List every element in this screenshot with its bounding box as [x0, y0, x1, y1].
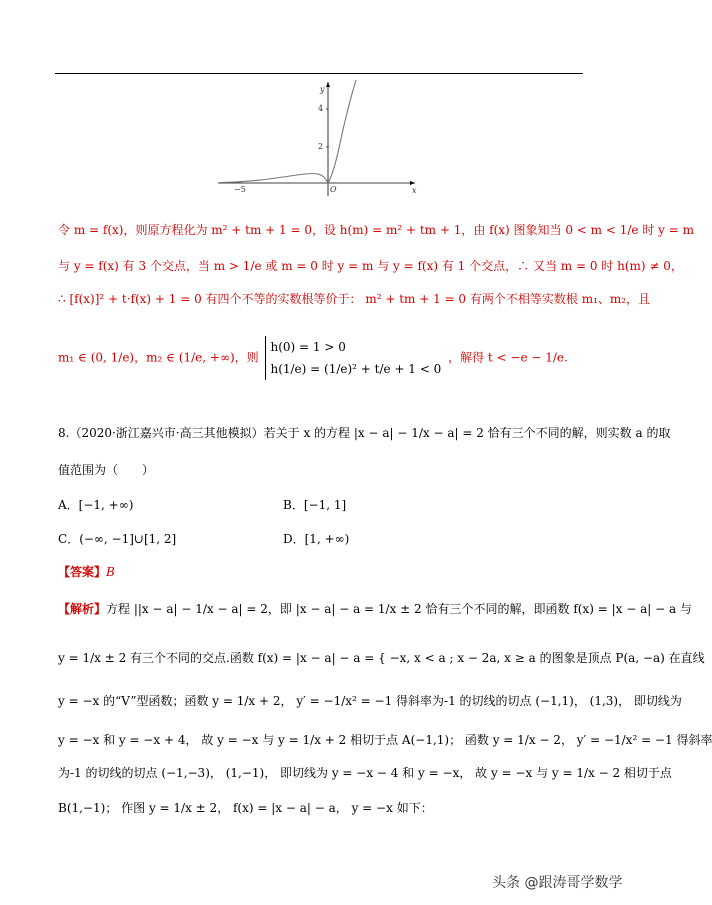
- question-source: 8.（2020·浙江嘉兴市·高三其他模拟）: [58, 426, 264, 440]
- solution-line-2: 与 y = f(x) 有 3 个交点，当 m > 1/e 或 m = 0 时 y = m 与 y = f(x) 有 1 个交点，∴ 又当 m = 0 时 h(m) ≠ 0，: [58, 259, 683, 273]
- question-stem: 若关于 x 的方程 |x − a| − 1/x − a| = 2 恰有三个不同的解，则实数 a 的取: [263, 426, 671, 440]
- answer-tag: 【答案】: [58, 565, 107, 579]
- solution-line-1: 令 m = f(x)，则原方程化为 m² + tm + 1 = 0，设 h(m) = m² + tm + 1，由 f(x) 图象知当 0 < m < 1/e 时 y = m: [58, 223, 694, 237]
- analysis-line-3: y = −x 的“V”型函数；函数 y = 1/x + 2， y′ = −1/x² = −1 得斜率为-1 的切线的切点 (−1,1)， (1,3)， 即切线为: [58, 694, 682, 708]
- tick-label-4: 4: [318, 104, 324, 113]
- condition-system: [265, 336, 441, 380]
- analysis-line-5: 为-1 的切线的切点 (−1,−3)， (1,−1)， 即切线为 y = −x − 4 和 y = −x， 故 y = −x 与 y = 1/x − 2 相切于点: [58, 766, 672, 780]
- function-graph: [210, 78, 425, 198]
- solution-line-4: [58, 336, 568, 380]
- origin-label: O: [330, 185, 337, 194]
- y-axis-arrow: [326, 82, 330, 87]
- x-axis-arrow: [410, 181, 415, 185]
- option-a: A．[−1, +∞): [58, 498, 134, 512]
- top-rule: [55, 73, 583, 74]
- condition-1: h(0) = 1 > 0: [270, 340, 346, 354]
- answer-line: [58, 564, 115, 580]
- analysis-line-4: y = −x 和 y = −x + 4， 故 y = −x 与 y = 1/x + 2 相切于点 A(−1,1)； 函数 y = 1/x − 2， y′ = −1/x² = −1 得斜率: [58, 733, 712, 747]
- solution-line-4-start: m₁ ∈ (0, 1/e)，m₂ ∈ (1/e, +∞)，则: [58, 350, 259, 365]
- tick-label-2: 2: [318, 142, 324, 151]
- analysis-line-2: y = 1/x ± 2 有三个不同的交点.函数 f(x) = |x − a| − a = { −x, x < a ; x − 2a, x ≥ a 的图象是顶点 P(a, −a) 在直线: [58, 651, 705, 665]
- analysis-line-1: 【解析】方程 ||x − a| − 1/x − a| = 2，即 |x − a| − a = 1/x ± 2 恰有三个不同的解，即函数 f(x) = |x − a| − a 与: [58, 602, 692, 616]
- question-8-stem: [58, 425, 670, 441]
- solution-line-4-end: ，解得 t < −e − 1/e.: [448, 350, 568, 365]
- option-c: C．(−∞, −1]∪[1, 2]: [58, 532, 177, 546]
- watermark: 头条 @跟涛哥学数学: [492, 875, 623, 891]
- curve-f: [220, 80, 356, 183]
- option-b: B．[−1, 1]: [283, 498, 347, 512]
- question-8-stem-2: 值范围为（ ）: [58, 463, 155, 477]
- option-d: D．[1, +∞): [283, 532, 350, 546]
- condition-2: h(1/e) = (1/e)² + t/e + 1 < 0: [270, 362, 442, 376]
- analysis-line-6: B(1,−1)； 作图 y = 1/x ± 2， f(x) = |x − a| − a， y = −x 如下：: [58, 801, 433, 815]
- tick-label-minus5: −5: [234, 185, 246, 194]
- x-axis-label: x: [412, 186, 417, 195]
- y-axis-label: y: [320, 85, 325, 94]
- analysis-tag: 【解析】: [58, 602, 107, 616]
- answer-value: B: [106, 565, 115, 579]
- solution-line-3: ∴ [f(x)]² + t·f(x) + 1 = 0 有四个不等的实数根等价于： m² + tm + 1 = 0 有两个不相等实数根 m₁、m₂，且: [58, 292, 651, 306]
